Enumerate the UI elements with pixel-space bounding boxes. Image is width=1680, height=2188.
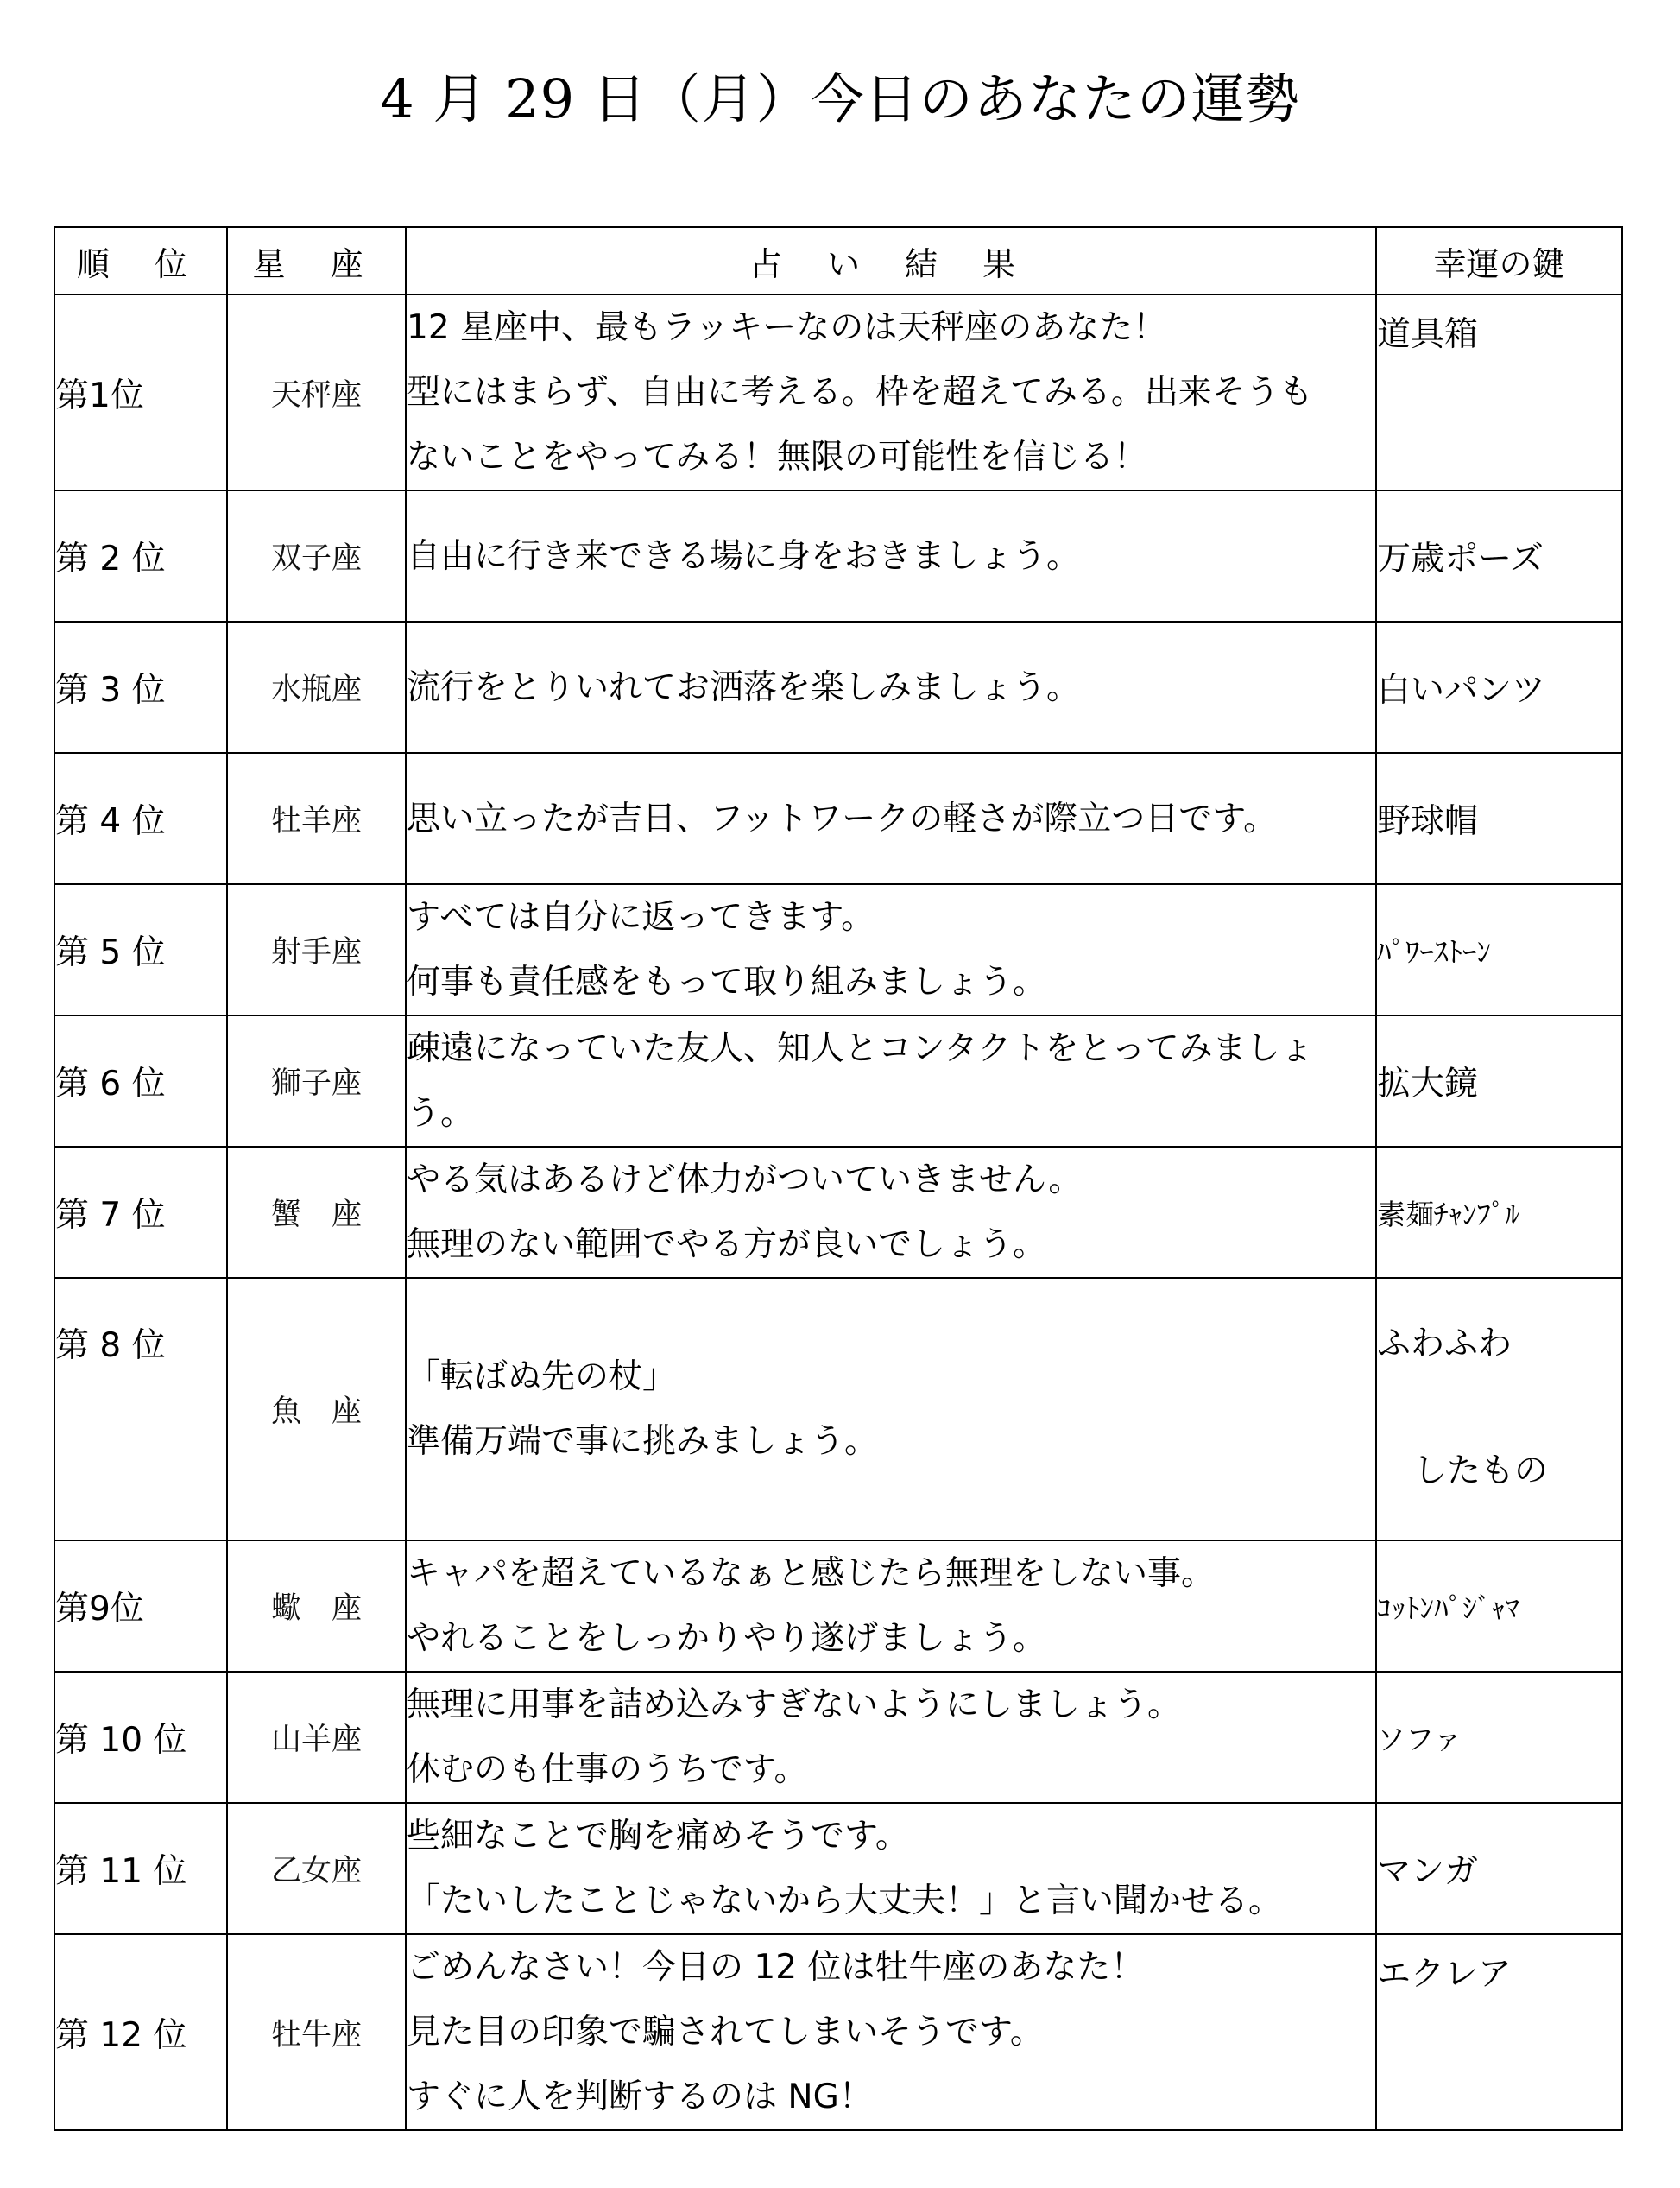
table-row — [54, 294, 1622, 490]
table-row — [54, 753, 1622, 884]
rank-cell: 第 3 位 — [54, 622, 227, 753]
header-result: 占 い 結 果 — [406, 227, 1376, 294]
result-cell — [406, 1278, 1376, 1540]
sign-cell: 乙女座 — [227, 1803, 406, 1934]
table-header-row — [54, 227, 1622, 294]
result-line: う。 — [407, 1094, 475, 1133]
lucky-key-text: ﾊﾟﾜｰｽﾄｰﾝ — [1377, 934, 1491, 969]
header-sign: 星 座 — [227, 227, 406, 294]
result-line: 「転ばぬ先の杖」 — [407, 1357, 677, 1396]
rank-cell: 第 6 位 — [54, 1015, 227, 1147]
result-cell — [406, 1934, 1376, 2130]
lucky-key-text: エクレア — [1377, 1955, 1513, 1994]
result-cell — [406, 622, 1376, 753]
result-line: 自由に行き来できる場に身をおきましょう。 — [407, 536, 1081, 576]
table-row — [54, 622, 1622, 753]
result-line: 思い立ったが吉日、フットワークの軽さが際立つ日です。 — [407, 799, 1278, 838]
result-line: 流行をとりいれてお洒落を楽しみましょう。 — [407, 667, 1081, 707]
table-row — [54, 1147, 1622, 1278]
sign-cell: 牡羊座 — [227, 753, 406, 884]
result-cell — [406, 1540, 1376, 1672]
header-lucky-key: 幸運の鍵 — [1376, 227, 1622, 294]
lucky-key-cell — [1376, 1540, 1622, 1672]
result-cell — [406, 1672, 1376, 1803]
lucky-key-cell — [1376, 1278, 1622, 1540]
result-line: 無理に用事を詰め込みすぎないようにしましょう。 — [407, 1685, 1182, 1724]
table-row — [54, 1672, 1622, 1803]
table-row — [54, 490, 1622, 622]
table-row — [54, 884, 1622, 1015]
rank-cell: 第9位 — [54, 1540, 227, 1672]
lucky-key-cell — [1376, 884, 1622, 1015]
result-line: すぐに人を判断するのは NG！ — [407, 2077, 873, 2116]
result-cell — [406, 753, 1376, 884]
rank-cell: 第 11 位 — [54, 1803, 227, 1934]
lucky-key-cell: 野球帽 — [1376, 753, 1622, 884]
result-line: やる気はあるけど体力がついていきません。 — [407, 1160, 1083, 1199]
lucky-key-cell — [1376, 1934, 1622, 2130]
sign-cell: 双子座 — [227, 490, 406, 622]
table-row — [54, 1803, 1622, 1934]
lucky-key-cell — [1376, 1672, 1622, 1803]
result-line: キャパを超えているなぁと感じたら無理をしない事。 — [407, 1554, 1216, 1593]
result-line: 見た目の印象で騙されてしまいそうです。 — [407, 2013, 1044, 2052]
result-line: すべては自分に返ってきます。 — [407, 898, 875, 937]
lucky-key-text: ふわふわ — [1377, 1325, 1513, 1363]
result-cell — [406, 1803, 1376, 1934]
result-line: やれることをしっかりやり遂げましょう。 — [407, 1619, 1047, 1658]
lucky-key-cell — [1376, 1147, 1622, 1278]
result-cell — [406, 490, 1376, 622]
sign-cell: 蟹 座 — [227, 1147, 406, 1278]
table-row — [54, 1015, 1622, 1147]
sign-cell: 獅子座 — [227, 1015, 406, 1147]
sign-cell: 山羊座 — [227, 1672, 406, 1803]
lucky-key-cell: 白いパンツ — [1376, 622, 1622, 753]
header-rank: 順 位 — [54, 227, 227, 294]
result-line: ないことをやってみる！無限の可能性を信じる！ — [407, 438, 1148, 477]
page-title: 4 月 29 日（月）今日のあなたの運勢 — [380, 67, 1300, 130]
rank-cell: 第 10 位 — [54, 1672, 227, 1803]
rank-cell: 第 5 位 — [54, 884, 227, 1015]
lucky-key-cell: 万歳ポーズ — [1376, 490, 1622, 622]
rank-cell: 第 12 位 — [54, 1934, 227, 2130]
result-line: ごめんなさい！今日の 12 位は牡牛座のあなた！ — [407, 1948, 1145, 1987]
result-line: 疎遠になっていた友人、知人とコンタクトをとってみましょ — [407, 1029, 1314, 1068]
lucky-key-cell: 拡大鏡 — [1376, 1015, 1622, 1147]
result-cell — [406, 1147, 1376, 1278]
result-line: 12 星座中、最もラッキーなのは天秤座のあなた！ — [407, 308, 1167, 347]
rank-cell: 第1位 — [54, 294, 227, 490]
table-row — [54, 1540, 1622, 1672]
result-cell — [406, 294, 1376, 490]
result-line: 些細なことで胸を痛めそうです。 — [407, 1817, 909, 1856]
result-line: 「たいしたことじゃないから大丈夫！」と言い聞かせる。 — [407, 1881, 1283, 1920]
lucky-key-text: 道具箱 — [1377, 315, 1479, 354]
result-cell — [406, 1015, 1376, 1147]
table-row — [54, 1278, 1622, 1540]
sign-cell: 蠍 座 — [227, 1540, 406, 1672]
sign-cell: 天秤座 — [227, 294, 406, 490]
lucky-key-cell: マンガ — [1376, 1803, 1622, 1934]
sign-cell: 水瓶座 — [227, 622, 406, 753]
rank-cell: 第 8 位 — [54, 1278, 227, 1540]
lucky-key-cell — [1376, 294, 1622, 490]
lucky-key-text: したもの — [1413, 1451, 1549, 1490]
result-line: 型にはまらず、自由に考える。枠を超えてみる。出来そうも — [407, 373, 1313, 412]
result-cell — [406, 884, 1376, 1015]
rank-cell: 第 4 位 — [54, 753, 227, 884]
sign-cell: 牡牛座 — [227, 1934, 406, 2130]
lucky-key-spacer — [1377, 1376, 1621, 1439]
sign-cell: 魚 座 — [227, 1278, 406, 1540]
lucky-key-text: ソファ — [1377, 1722, 1462, 1756]
result-line: 準備万端で事に挑みましょう。 — [407, 1422, 879, 1461]
fortune-table — [54, 226, 1623, 2131]
result-line: 何事も責任感をもって取り組みましょう。 — [407, 963, 1047, 1002]
result-line: 無理のない範囲でやる方が良いでしょう。 — [407, 1225, 1047, 1264]
rank-cell: 第 2 位 — [54, 490, 227, 622]
rank-cell: 第 7 位 — [54, 1147, 227, 1278]
lucky-key-text: 素麺ﾁｬﾝﾌﾟﾙ — [1377, 1197, 1519, 1231]
sign-cell: 射手座 — [227, 884, 406, 1015]
table-row — [54, 1934, 1622, 2130]
result-line: 休むのも仕事のうちです。 — [407, 1750, 808, 1789]
lucky-key-text: ｺｯﾄﾝﾊﾟｼﾞｬﾏ — [1377, 1590, 1519, 1625]
